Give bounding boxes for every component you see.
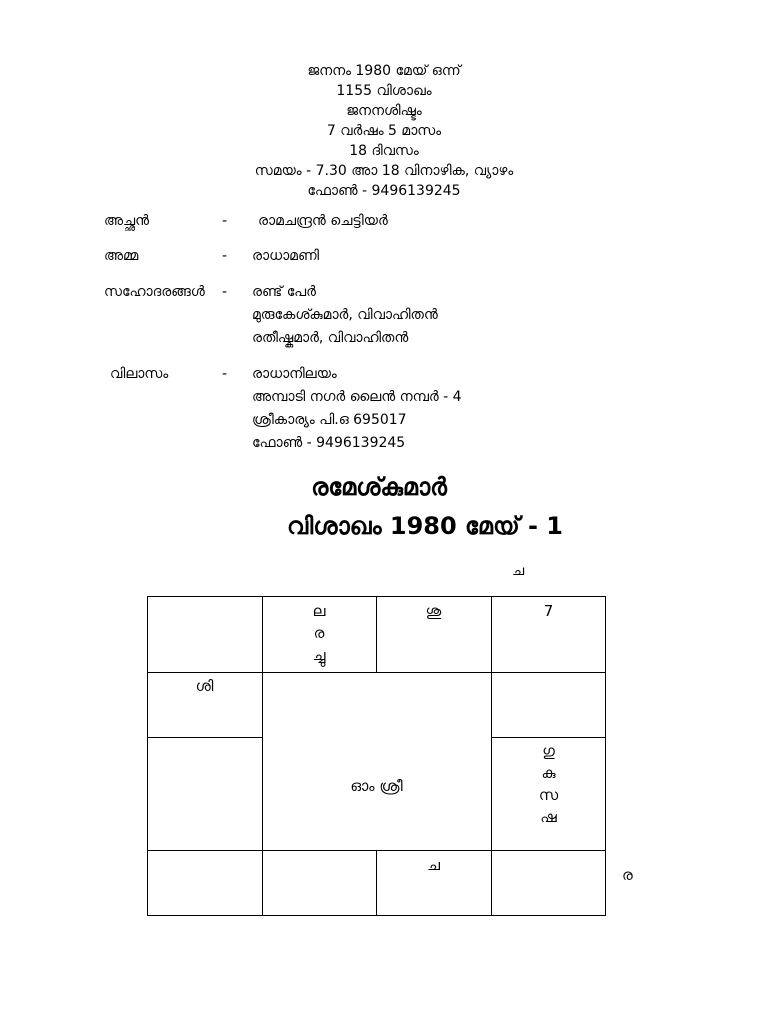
address-separator: - [222,366,228,382]
mother-value: രാധാമണി [252,248,320,264]
header-phone-line: ഫോൺ - 9496139245 [307,183,461,199]
chart-border-left [147,596,148,916]
balance-days-line: 18 ദിവസം [349,143,419,159]
chart-row-divider-2-left [147,737,262,738]
cell-r3c4-item: കു [541,764,556,782]
father-value: രാമചന്ദ്രൻ ചെട്ടിയർ [258,213,388,229]
birth-date-line: ജനനം 1980 മേയ് ഒന്ന് [307,63,461,79]
balance-years-line: 7 വർഷം 5 മാസം [326,123,442,139]
star-date-subtitle: വിശാഖം 1980 മേയ് - 1 [286,512,563,540]
siblings-label: സഹോദരങ്ങൾ [104,284,205,300]
cell-r3c4-item: ഗു [542,742,555,760]
mother-label: അമ്മ [104,248,139,264]
sibling-1: മുരുകേശ്കുമാർ, വിവാഹിതൻ [252,307,438,323]
cell-r3c4 [491,740,606,828]
cell-r1c2-item: ല [312,602,326,620]
balance-heading: ജനനശിഷ്ടം [346,103,422,119]
birth-time-line: സമയം - 7.30 അാ 18 വിനാഴിക, വ്യാഴം [254,163,514,179]
cell-r3c4-item: ഷ [540,808,557,826]
malayalam-era-line: 1155 വിശാഖം [336,83,432,99]
sibling-2: രതീഷ്കുമാർ, വിവാഹിതൻ [252,330,409,346]
cell-r1c2-item: ര [313,624,325,642]
siblings-count: രണ്ട് പേർ [252,284,316,300]
address-line-3: ശ്രീകാര്യം പി.ഒ 695017 [252,412,407,428]
address-phone: ഫോൺ - 9496139245 [252,435,406,451]
address-line-2: അമ്പാടി നഗർ ലൈൻ നമ്പർ - 4 [252,389,462,405]
chart-center-text: ഓം ശ്രീ [350,777,403,795]
mother-separator: - [222,248,228,264]
father-separator: - [222,213,228,229]
cell-r4c3: ച [427,856,440,874]
address-line-1: രാധാനിലയം [252,366,337,382]
cell-r2c1: ശി [195,677,214,695]
cell-r3c4-item: സ [538,786,559,804]
father-label: അച്ഛൻ [104,213,150,229]
cell-r1c2 [262,600,376,666]
address-label: വിലാസം [110,366,169,382]
cell-r1c2-item: ച്ചു [312,646,326,664]
chart-row-divider-2-right [491,737,606,738]
siblings-separator: - [222,284,228,300]
chart-above-label: ച [512,563,525,579]
cell-r1c4: 7 [543,602,554,620]
chart-side-label: ര [622,866,633,884]
cell-r1c3: ശു [425,602,442,620]
person-name-title: രമേശ്കുമാർ [311,473,447,501]
